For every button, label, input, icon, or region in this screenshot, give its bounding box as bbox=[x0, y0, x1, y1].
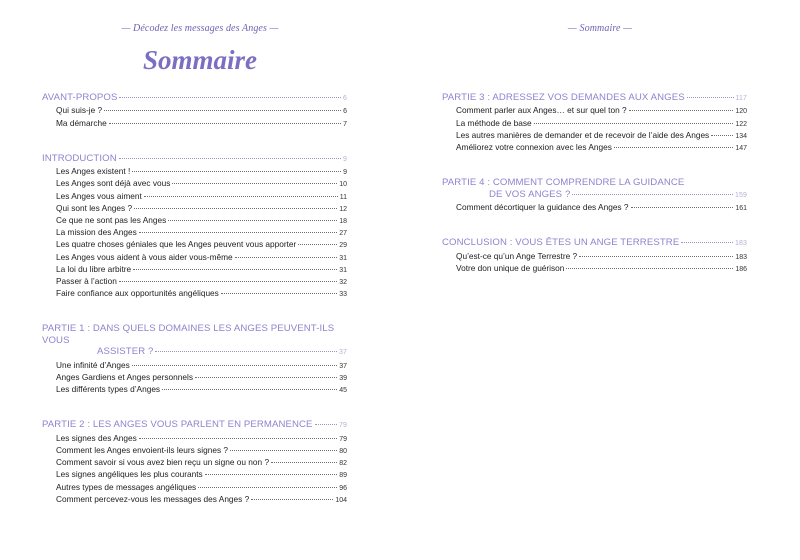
entry-page-number: 89 bbox=[339, 472, 347, 480]
entry-page-number: 7 bbox=[343, 120, 347, 128]
entry-page-number: 80 bbox=[339, 447, 347, 455]
toc-entry[interactable] bbox=[56, 433, 347, 445]
dot-leader bbox=[205, 474, 338, 475]
entry-page-number: 32 bbox=[339, 279, 347, 287]
dot-leader bbox=[271, 462, 337, 463]
toc-entry[interactable] bbox=[56, 191, 347, 203]
toc-section-heading[interactable] bbox=[42, 323, 347, 346]
entry-label: Comment parler aux Anges… et sur quel ton ? bbox=[456, 105, 627, 116]
entry-label: Passer à l’action bbox=[56, 276, 117, 287]
entry-label: Les autres manières de demander et de recevoir de l’aide des Anges bbox=[456, 129, 710, 140]
entry-page-number: 161 bbox=[735, 205, 747, 213]
entry-page-number: 12 bbox=[339, 205, 347, 213]
dot-leader bbox=[251, 499, 333, 500]
entry-page-number: 29 bbox=[339, 242, 347, 250]
entry-label: Votre don unique de guérison bbox=[456, 262, 565, 273]
toc-section-heading[interactable] bbox=[42, 419, 347, 431]
entry-page-number: 6 bbox=[343, 108, 347, 116]
toc-section-heading[interactable] bbox=[42, 92, 347, 104]
entry-label: Faire confiance aux opportunités angéliques bbox=[56, 288, 219, 299]
entry-page-number: 82 bbox=[339, 460, 347, 468]
entry-label: Les Anges vous aiment bbox=[56, 190, 142, 201]
section-title-continued: ASSISTER ? bbox=[97, 346, 154, 358]
entry-label: Ma démarche bbox=[56, 117, 107, 128]
toc-entry[interactable] bbox=[56, 288, 347, 300]
dot-leader bbox=[230, 450, 337, 451]
section-page-number: 37 bbox=[339, 349, 347, 357]
right-page bbox=[400, 0, 800, 560]
dot-leader bbox=[614, 147, 733, 148]
entry-page-number: 134 bbox=[735, 132, 747, 140]
toc-entry[interactable] bbox=[56, 166, 347, 178]
dot-leader bbox=[139, 438, 337, 439]
entry-page-number: 37 bbox=[339, 362, 347, 370]
entry-page-number: 186 bbox=[735, 265, 747, 273]
entry-label: Ce que ne sont pas les Anges bbox=[56, 215, 167, 226]
entry-page-number: 18 bbox=[339, 218, 347, 226]
entry-page-number: 39 bbox=[339, 374, 347, 382]
section-title: PARTIE 1 : DANS QUELS DOMAINES LES ANGES PEUVENT-ILS VOUS bbox=[42, 323, 335, 346]
toc-entry[interactable] bbox=[56, 372, 347, 384]
dot-leader bbox=[681, 242, 733, 243]
toc-entry[interactable] bbox=[456, 130, 747, 142]
toc-entry[interactable] bbox=[56, 384, 347, 396]
dot-leader bbox=[155, 351, 337, 352]
page-title: Sommaire bbox=[142, 45, 257, 75]
toc-entry[interactable] bbox=[56, 178, 347, 190]
entry-page-number: 79 bbox=[339, 435, 347, 443]
entry-page-number: 9 bbox=[343, 169, 347, 177]
entry-label: La méthode de base bbox=[456, 117, 532, 128]
entry-label: Comment les Anges envoient-ils leurs signes ? bbox=[56, 444, 229, 455]
toc-entry[interactable] bbox=[56, 457, 347, 469]
dot-leader bbox=[132, 171, 341, 172]
toc-section-heading[interactable] bbox=[42, 153, 347, 165]
entry-label: Comment percevez-vous les messages des Anges ? bbox=[56, 493, 250, 504]
toc-entry[interactable] bbox=[56, 215, 347, 227]
dot-leader bbox=[119, 158, 341, 159]
section-page-number: 9 bbox=[343, 155, 347, 163]
section-page-number: 117 bbox=[735, 95, 747, 102]
entry-label: Qu’est-ce qu’un Ange Terrestre ? bbox=[456, 250, 578, 261]
dot-leader bbox=[566, 268, 733, 269]
toc-entry[interactable] bbox=[456, 118, 747, 130]
section-title: PARTIE 4 : COMMENT COMPRENDRE LA GUIDANCE bbox=[442, 177, 685, 189]
toc-entry[interactable] bbox=[456, 202, 747, 214]
entry-label: Les Anges vous aident à vous aider vous-même bbox=[56, 251, 233, 262]
toc-section bbox=[442, 92, 747, 154]
entry-page-number: 104 bbox=[335, 496, 347, 504]
dot-leader bbox=[172, 183, 337, 184]
entry-label: Une infinité d’Anges bbox=[56, 359, 130, 370]
dot-leader bbox=[119, 281, 337, 282]
entry-page-number: 120 bbox=[735, 108, 747, 116]
table-of-contents bbox=[442, 92, 747, 298]
section-page-number: 6 bbox=[343, 95, 347, 102]
toc-section bbox=[42, 153, 347, 301]
entry-label: La mission des Anges bbox=[56, 227, 137, 238]
dot-leader bbox=[629, 110, 734, 111]
entry-page-number: 31 bbox=[339, 266, 347, 274]
entry-label: Anges Gardiens et Anges personnels bbox=[56, 371, 193, 382]
section-title: AVANT-PROPOS bbox=[42, 92, 118, 103]
toc-entry[interactable] bbox=[456, 142, 747, 154]
dot-leader bbox=[631, 207, 734, 208]
entry-page-number: 27 bbox=[339, 230, 347, 238]
dot-leader bbox=[235, 257, 338, 258]
dot-leader bbox=[298, 244, 337, 245]
dot-leader bbox=[198, 487, 337, 488]
toc-section-heading[interactable] bbox=[442, 177, 747, 188]
toc-entry[interactable] bbox=[56, 360, 347, 372]
dot-leader bbox=[221, 293, 337, 294]
entry-label: Comment savoir si vous avez bien reçu un signe ou non ? bbox=[56, 457, 270, 468]
section-title: INTRODUCTION bbox=[42, 152, 117, 164]
entry-label: Qui suis-je ? bbox=[56, 105, 103, 116]
table-of-contents bbox=[42, 92, 347, 529]
entry-page-number: 10 bbox=[339, 181, 347, 189]
entry-page-number: 45 bbox=[339, 387, 347, 395]
toc-section-heading-continued[interactable] bbox=[442, 189, 747, 201]
entry-label: Comment décortiquer la guidance des Anges ? bbox=[456, 202, 629, 213]
dot-leader bbox=[168, 220, 337, 221]
entry-page-number: 96 bbox=[339, 484, 347, 492]
dot-leader bbox=[195, 377, 337, 378]
section-title: PARTIE 3 : ADRESSEZ VOS DEMANDES AUX ANGES bbox=[442, 92, 685, 103]
running-head: — Sommaire — bbox=[567, 23, 633, 34]
section-title-continued: DE VOS ANGES ? bbox=[489, 188, 571, 200]
entry-page-number: 183 bbox=[735, 253, 747, 261]
entry-label: Qui sont les Anges ? bbox=[56, 202, 133, 213]
dot-leader bbox=[132, 365, 337, 366]
dot-leader bbox=[119, 97, 341, 98]
toc-entry[interactable] bbox=[56, 227, 347, 239]
toc-section-heading[interactable] bbox=[442, 237, 747, 249]
dot-leader bbox=[711, 135, 733, 136]
dot-leader bbox=[579, 256, 733, 257]
toc-entry[interactable] bbox=[56, 469, 347, 481]
entry-label: Les signes des Anges bbox=[56, 432, 137, 443]
toc-entry[interactable] bbox=[56, 482, 347, 494]
dot-leader bbox=[134, 208, 337, 209]
dot-leader bbox=[104, 110, 341, 111]
toc-section-heading-continued[interactable] bbox=[42, 346, 347, 358]
dot-leader bbox=[162, 389, 337, 390]
toc-section bbox=[42, 419, 347, 506]
entry-page-number: 122 bbox=[735, 120, 747, 128]
toc-entry[interactable] bbox=[56, 445, 347, 457]
toc-entry[interactable] bbox=[456, 263, 747, 275]
toc-entry[interactable] bbox=[56, 494, 347, 506]
entry-page-number: 147 bbox=[735, 145, 747, 153]
dot-leader bbox=[133, 269, 337, 270]
toc-entry[interactable] bbox=[56, 118, 347, 130]
running-head: — Décodez les messages des Anges — bbox=[121, 23, 279, 34]
entry-page-number: 11 bbox=[339, 193, 347, 201]
section-title: PARTIE 2 : LES ANGES VOUS PARLENT EN PERMANENCE bbox=[42, 419, 313, 431]
entry-page-number: 33 bbox=[339, 291, 347, 299]
dot-leader bbox=[144, 196, 338, 197]
toc-entry[interactable] bbox=[456, 251, 747, 263]
toc-entry[interactable] bbox=[56, 276, 347, 288]
toc-entry[interactable] bbox=[56, 203, 347, 215]
dot-leader bbox=[139, 232, 337, 233]
dot-leader bbox=[315, 424, 337, 425]
toc-entry[interactable] bbox=[56, 252, 347, 264]
toc-entry[interactable] bbox=[56, 239, 347, 251]
section-page-number: 79 bbox=[339, 422, 347, 430]
section-page-number: 159 bbox=[735, 191, 747, 199]
entry-label: La loi du libre arbitre bbox=[56, 263, 132, 274]
toc-section bbox=[442, 177, 747, 214]
dot-leader bbox=[687, 97, 734, 98]
toc-section bbox=[442, 237, 747, 275]
dot-leader bbox=[109, 123, 341, 124]
entry-page-number: 31 bbox=[339, 254, 347, 262]
toc-entry[interactable] bbox=[56, 264, 347, 276]
entry-label: Améliorez votre connexion avec les Anges bbox=[456, 142, 612, 153]
toc-entry[interactable] bbox=[456, 105, 747, 117]
toc-section bbox=[42, 323, 347, 396]
entry-label: Les Anges sont déjà avec vous bbox=[56, 178, 171, 189]
dot-leader bbox=[534, 123, 734, 124]
entry-label: Les différents types d’Anges bbox=[56, 384, 161, 395]
section-page-number: 183 bbox=[735, 240, 747, 248]
entry-label: Les signes angéliques les plus courants bbox=[56, 469, 203, 480]
entry-label: Les Anges existent ! bbox=[56, 166, 131, 177]
entry-label: Autres types de messages angéliques bbox=[56, 481, 197, 492]
toc-section-heading[interactable] bbox=[442, 92, 747, 104]
dot-leader bbox=[572, 194, 733, 195]
entry-label: Les quatre choses géniales que les Anges peuvent vous apporter bbox=[56, 239, 297, 250]
section-title: CONCLUSION : VOUS ÊTES UN ANGE TERRESTRE bbox=[442, 237, 680, 249]
toc-entry[interactable] bbox=[56, 105, 347, 117]
toc-section bbox=[42, 92, 347, 130]
